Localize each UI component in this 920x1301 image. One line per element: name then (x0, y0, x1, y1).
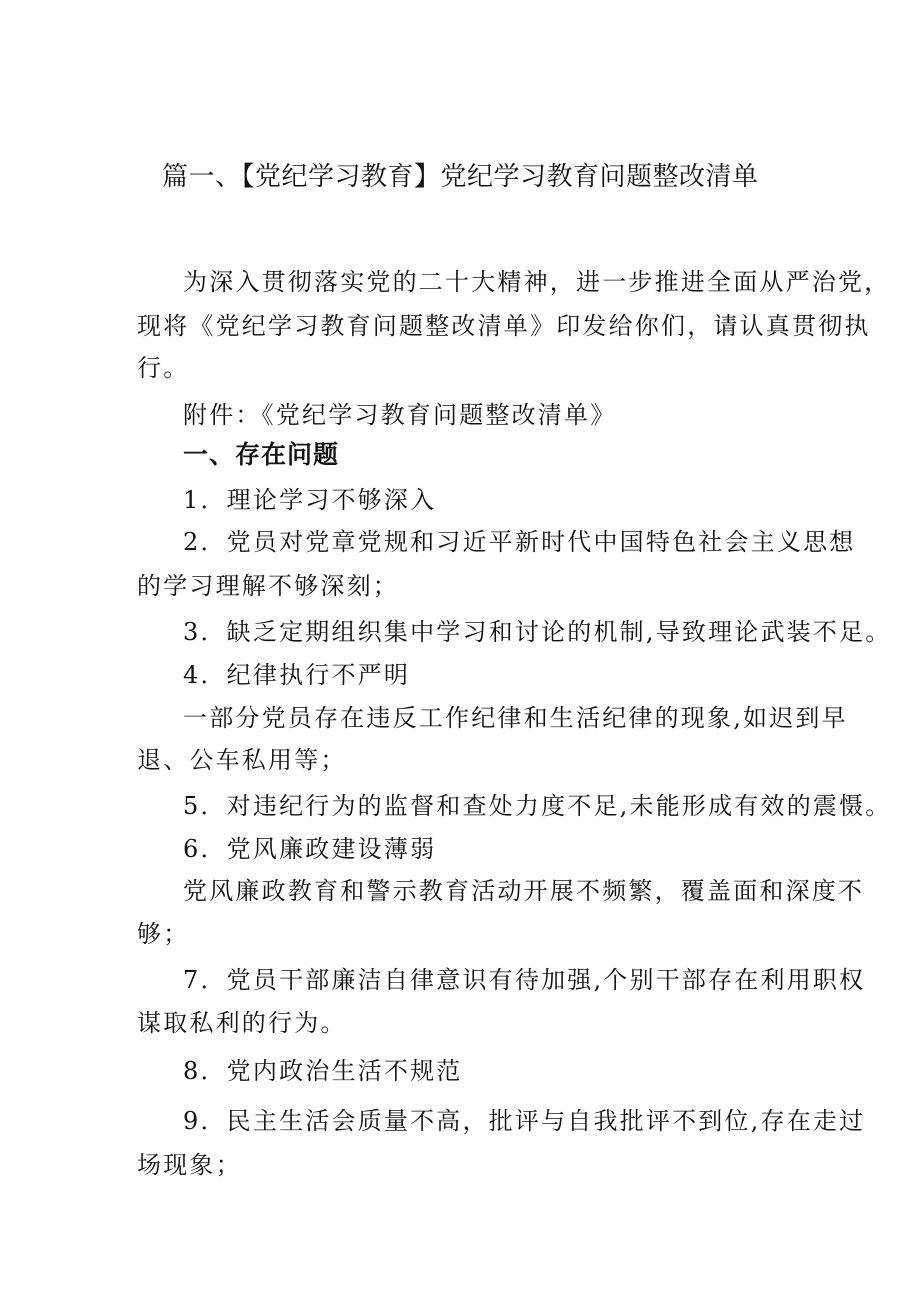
item-8: 8．党内政治生活不规范 (183, 1057, 463, 1085)
item-7-line-1: 7．党员干部廉洁自律意识有待加强,个别干部存在利用职权 (183, 966, 866, 994)
item-9-line-1: 9．民主生活会质量不高，批评与自我批评不到位,存在走过 (183, 1107, 866, 1135)
item-7-line-2: 谋取私利的行为。 (137, 1009, 347, 1037)
intro-line-1: 为深入贯彻落实党的二十大精神，进一步推进全面从严治党， (183, 268, 891, 296)
item-2-line-1: 2．党员对党章党规和习近平新时代中国特色社会主义思想 (183, 528, 856, 556)
item-3: 3．缺乏定期组织集中学习和讨论的机制,导致理论武装不足。 (183, 618, 892, 646)
intro-line-3: 行。 (137, 354, 190, 382)
item-6-detail-line-2: 够； (137, 920, 190, 948)
item-5: 5．对违纪行为的监督和查处力度不足,未能形成有效的震慑。 (183, 792, 892, 820)
item-1: 1．理论学习不够深入 (183, 486, 437, 514)
item-9-line-2: 场现象； (137, 1151, 242, 1179)
item-6-detail-line-1: 党风廉政教育和警示教育活动开展不频繁，覆盖面和深度不 (183, 877, 865, 905)
item-2-line-2: 的学习理解不够深刻； (137, 572, 399, 600)
attachment-line: 附件：《党纪学习教育问题整改清单》 (183, 401, 617, 429)
page-title: 篇一、【党纪学习教育】党纪学习教育问题整改清单 (162, 162, 759, 192)
section-heading: 一、存在问题 (183, 440, 340, 469)
item-4: 4．纪律执行不严明 (183, 661, 411, 689)
item-4-detail-line-1: 一部分党员存在违反工作纪律和生活纪律的现象,如迟到早 (183, 704, 848, 732)
item-6: 6．党风廉政建设薄弱 (183, 835, 437, 863)
intro-line-2: 现将《党纪学习教育问题整改清单》印发给你们，请认真贯彻执 (137, 312, 871, 340)
item-4-detail-line-2: 退、公车私用等； (137, 746, 347, 774)
